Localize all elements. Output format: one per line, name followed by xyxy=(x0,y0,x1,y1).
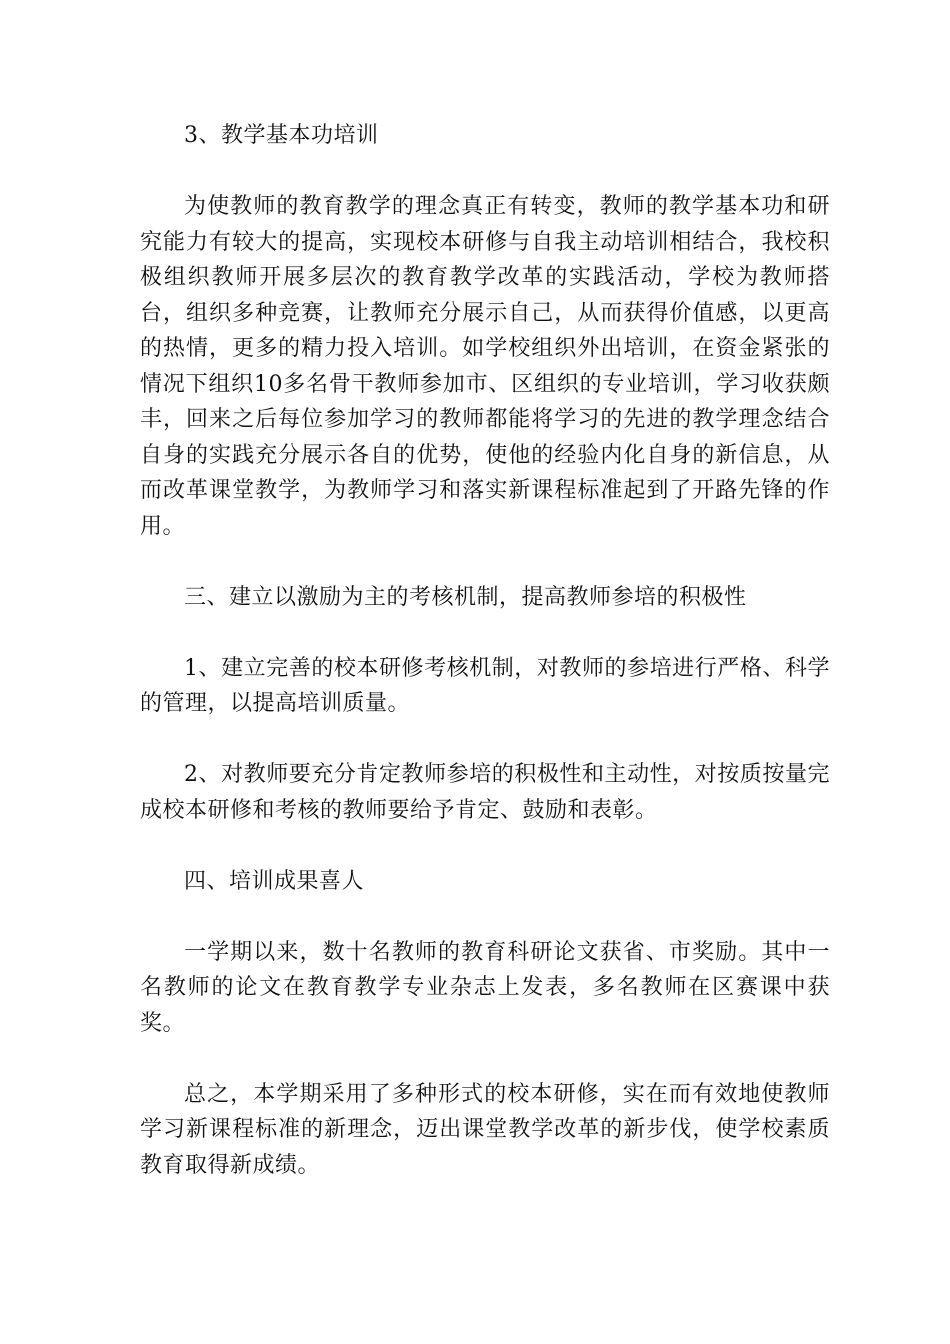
section-heading-results: 四、培训成果喜人 xyxy=(184,868,365,894)
document-body xyxy=(140,118,830,1219)
list-item-affirmation: 2、对教师要充分肯定教师参培的积极性和主动性，对按质按量完成校本研修和考核的教师要给予肯定、鼓励和表彰。 xyxy=(140,762,830,823)
section-heading-incentive: 三、建立以激励为主的考核机制，提高教师参培的积极性 xyxy=(184,584,747,610)
paragraph-summary: 总之，本学期采用了多种形式的校本研修，实在而有效地使教师学习新课程标准的新理念，迈出课堂教学改革的新步伐，使学校素质教育取得新成绩。 xyxy=(140,1081,830,1178)
paragraph-results: 一学期以来，数十名教师的教育科研论文获省、市奖励。其中一名教师的论文在教育教学专业杂志上发表，多名教师在区赛课中获奖。 xyxy=(140,939,830,1036)
paragraph-basic-skills: 为使教师的教育教学的理念真正有转变，教师的教学基本功和研究能力有较大的提高，实现校本研修与自我主动培训相结合，我校积极组织教师开展多层次的教育教学改革的实践活动，学校为教师搭台，组织多种竞赛，让教师充分展示自己，从而获得价值感，以更高的热情，更多的精力投入培训。如学校组织外出培训，在资金紧张的情况下组织10多名骨干教师参加市、区组织的专业培训，学习收获颇丰，回来之后每位参加学习的教师都能将学习的先进的教学理念结合自身的实践充分展示各自的优势，使他的经验内化自身的新信息，从而改革课堂教学，为教师学习和落实新课程标准起到了开路先锋的作用。 xyxy=(140,194,830,539)
subsection-heading: 3、教学基本功培训 xyxy=(184,123,379,148)
list-item-assessment-mechanism: 1、建立完善的校本研修考核机制，对教师的参培进行严格、科学的管理，以提高培训质量。 xyxy=(140,655,830,716)
